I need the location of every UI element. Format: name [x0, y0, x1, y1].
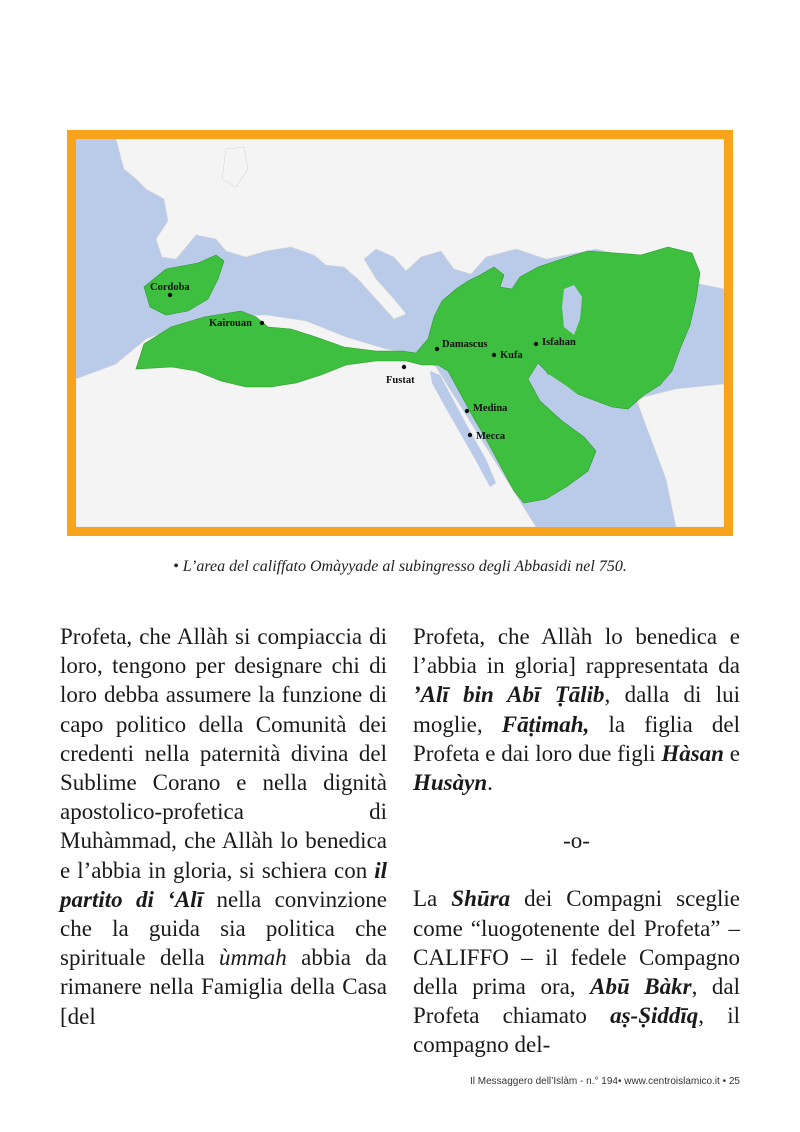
paragraph-text: e [723, 740, 740, 766]
paragraph-text: Profeta, che Allàh lo benedica e l’abbia in gloria] rappresentata da [413, 624, 740, 679]
paragraph-text: dei Compagni sceglie come “luogotenente del Profeta” – CALIFFO – il fedele Compagno della prima ora, [413, 886, 740, 1000]
city-label: Isfahan [542, 337, 576, 348]
emphasis-text: Abū Bàkr [590, 974, 692, 1000]
paragraph-text: La [413, 886, 452, 912]
figure-caption: • L’area del califfato Omàyyade al subingresso degli Abbasidi nel 750. [173, 558, 627, 575]
spacer [413, 855, 740, 884]
emphasis-text: Shūra [451, 886, 511, 912]
right-column [413, 622, 740, 1060]
city-label: Kairouan [209, 318, 252, 329]
paragraph-text: Profeta, che Allàh si compiaccia di loro, tengono per designare chi di loro debba assumere la funzione di capo politico della Comunità dei credenti nella paternità divina del Sublime Corano e nella dignità apostolico-profetica di Muhàmmad, che Allàh lo benedica e l’abbia in gloria, si schiera con [60, 624, 387, 883]
emphasis-text: Husàyn [413, 770, 488, 796]
paragraph-text: . [487, 770, 493, 796]
city-label: Fustat [386, 375, 415, 386]
left-column [60, 622, 387, 1031]
city-label: Damascus [442, 339, 488, 350]
spacer [413, 797, 740, 826]
city-label: Cordoba [150, 282, 190, 293]
paragraph-text: , dalla di lui moglie, [413, 682, 741, 737]
paragraph [413, 622, 740, 797]
map-figure [67, 130, 733, 536]
paragraph [413, 884, 740, 1059]
emphasis-text: ùmmah [219, 945, 287, 971]
emphasis-text: Fāṭimah, [501, 711, 590, 737]
emphasis-text: Hàsan [661, 740, 724, 766]
umayyad-caliphate-map [76, 139, 724, 527]
paragraph-text: abbia da rimanere nella Famiglia della Casa [del [60, 945, 387, 1029]
paragraph-text: , il compagno del- [413, 1003, 740, 1058]
paragraph-text: nella convinzione che la guida sia politica che spirituale della [60, 886, 387, 971]
emphasis-text: ’Alī bin Abī Ṭālib [413, 682, 605, 708]
emphasis-text: aṣ-Ṣiddīq [610, 1003, 699, 1029]
city-label: Mecca [476, 431, 506, 442]
page-footer: Il Messaggero dell’Islàm - n.° 194• www.centroislamico.it • 25 [470, 1076, 740, 1087]
city-label: Medina [473, 403, 508, 414]
city-label: Kufa [500, 350, 523, 361]
section-separator: -o- [563, 828, 590, 854]
city-damascus [435, 339, 488, 351]
paragraph-text: la figlia del Profeta e dai loro due figli [413, 711, 740, 766]
emphasis-text: il partito di ‘Alī [60, 857, 387, 912]
paragraph [60, 622, 387, 1031]
paragraph-text: , dal Profeta chiamato [413, 974, 740, 1029]
